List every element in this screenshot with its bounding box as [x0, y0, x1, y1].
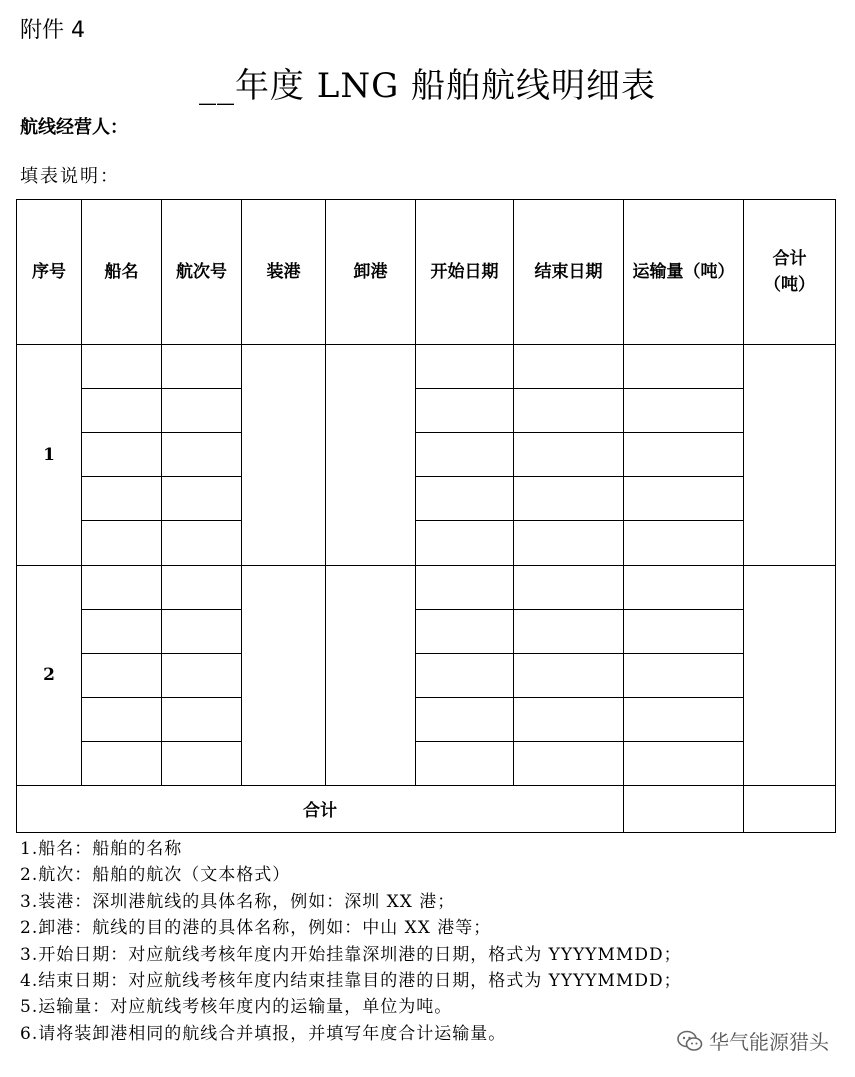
ship-name-cell[interactable] [82, 741, 162, 785]
grand-total-cell[interactable] [744, 785, 836, 832]
voyage-no-cell[interactable] [162, 433, 242, 477]
voyage-no-cell[interactable] [162, 345, 242, 389]
group-index-cell: 1 [17, 345, 82, 565]
note-item: 6.请将装卸港相同的航线合并填报，并填写年度合计运输量。 [20, 1023, 507, 1044]
ship-name-cell[interactable] [82, 389, 162, 433]
note-item: 1.船名：船舶的名称 [20, 839, 183, 859]
ship-name-cell[interactable] [82, 565, 162, 609]
header-voyage-no: 航次号 [162, 200, 242, 345]
table-row [17, 565, 836, 609]
discharge-port-cell[interactable] [326, 345, 416, 565]
volume-cell[interactable] [624, 565, 744, 609]
end-date-cell[interactable] [514, 477, 624, 521]
end-date-cell[interactable] [514, 609, 624, 653]
table-row [17, 697, 836, 741]
start-date-cell[interactable] [416, 697, 514, 741]
watermark-text: 华气能源猎头 [709, 1030, 829, 1054]
note-item: 2.卸港：航线的目的港的具体名称，例如：中山 XX 港等； [20, 918, 492, 939]
loading-port-cell[interactable] [242, 345, 326, 565]
start-date-cell[interactable] [416, 521, 514, 565]
start-date-cell[interactable] [416, 741, 514, 785]
route-detail-table [16, 199, 836, 833]
start-date-cell[interactable] [416, 653, 514, 697]
wechat-icon [677, 1030, 703, 1052]
table-row [17, 389, 836, 433]
header-volume: 运输量（吨） [624, 200, 744, 345]
end-date-cell[interactable] [514, 697, 624, 741]
table-row [17, 653, 836, 697]
header-total-line2: （吨） [764, 275, 815, 296]
ship-name-cell[interactable] [82, 653, 162, 697]
voyage-no-cell[interactable] [162, 565, 242, 609]
header-ship-name: 船名 [82, 200, 162, 345]
header-index: 序号 [17, 200, 82, 345]
start-date-cell[interactable] [416, 477, 514, 521]
header-total [744, 200, 836, 345]
table-row [17, 609, 836, 653]
start-date-cell[interactable] [416, 345, 514, 389]
fill-instructions-label: 填表说明： [20, 166, 120, 187]
volume-cell[interactable] [624, 477, 744, 521]
discharge-port-cell[interactable] [326, 565, 416, 785]
volume-cell[interactable] [624, 609, 744, 653]
header-discharge-port: 卸港 [326, 200, 416, 345]
volume-cell[interactable] [624, 345, 744, 389]
voyage-no-cell[interactable] [162, 477, 242, 521]
end-date-cell[interactable] [514, 521, 624, 565]
voyage-no-cell[interactable] [162, 697, 242, 741]
note-item: 5.运输量：对应航线考核年度内的运输量，单位为吨。 [20, 997, 453, 1018]
group-index-cell: 2 [17, 565, 82, 785]
voyage-no-cell[interactable] [162, 741, 242, 785]
volume-cell[interactable] [624, 741, 744, 785]
attachment-label: 附件 4 [20, 18, 85, 43]
table-row [17, 741, 836, 785]
ship-name-cell[interactable] [82, 697, 162, 741]
volume-cell[interactable] [624, 521, 744, 565]
notes-list [20, 836, 682, 1047]
start-date-cell[interactable] [416, 609, 514, 653]
header-end-date: 结束日期 [514, 200, 624, 345]
ship-name-cell[interactable] [82, 521, 162, 565]
group-total-cell[interactable] [744, 345, 836, 565]
total-row [17, 785, 836, 832]
start-date-cell[interactable] [416, 433, 514, 477]
table-row [17, 521, 836, 565]
end-date-cell[interactable] [514, 389, 624, 433]
header-row [17, 200, 836, 345]
end-date-cell[interactable] [514, 433, 624, 477]
note-item: 2.航次：船舶的航次（文本格式） [20, 865, 291, 886]
voyage-no-cell[interactable] [162, 389, 242, 433]
operator-label: 航线经营人： [20, 117, 128, 138]
header-loading-port: 装港 [242, 200, 326, 345]
end-date-cell[interactable] [514, 565, 624, 609]
end-date-cell[interactable] [514, 741, 624, 785]
loading-port-cell[interactable] [242, 565, 326, 785]
voyage-no-cell[interactable] [162, 521, 242, 565]
start-date-cell[interactable] [416, 565, 514, 609]
voyage-no-cell[interactable] [162, 653, 242, 697]
table-row [17, 433, 836, 477]
total-volume-cell[interactable] [624, 785, 744, 832]
total-label: 合计 [17, 785, 624, 832]
end-date-cell[interactable] [514, 653, 624, 697]
table-row [17, 345, 836, 389]
end-date-cell[interactable] [514, 345, 624, 389]
note-item: 3.装港：深圳港航线的具体名称，例如：深圳 XX 港； [20, 891, 456, 912]
page-title: __年度 LNG 船舶航线明细表 [198, 66, 657, 106]
voyage-no-cell[interactable] [162, 609, 242, 653]
ship-name-cell[interactable] [82, 433, 162, 477]
group-total-cell[interactable] [744, 565, 836, 785]
watermark [677, 1026, 829, 1055]
volume-cell[interactable] [624, 653, 744, 697]
volume-cell[interactable] [624, 433, 744, 477]
ship-name-cell[interactable] [82, 345, 162, 389]
volume-cell[interactable] [624, 697, 744, 741]
ship-name-cell[interactable] [82, 609, 162, 653]
header-total-line1: 合计 [772, 249, 807, 270]
ship-name-cell[interactable] [82, 477, 162, 521]
header-start-date: 开始日期 [416, 200, 514, 345]
table-row [17, 477, 836, 521]
start-date-cell[interactable] [416, 389, 514, 433]
volume-cell[interactable] [624, 389, 744, 433]
note-item: 4.结束日期：对应航线考核年度内结束挂靠目的港的日期，格式为 YYYYMMDD； [20, 971, 682, 992]
note-item: 3.开始日期：对应航线考核年度内开始挂靠深圳港的日期，格式为 YYYYMMDD； [20, 944, 682, 965]
